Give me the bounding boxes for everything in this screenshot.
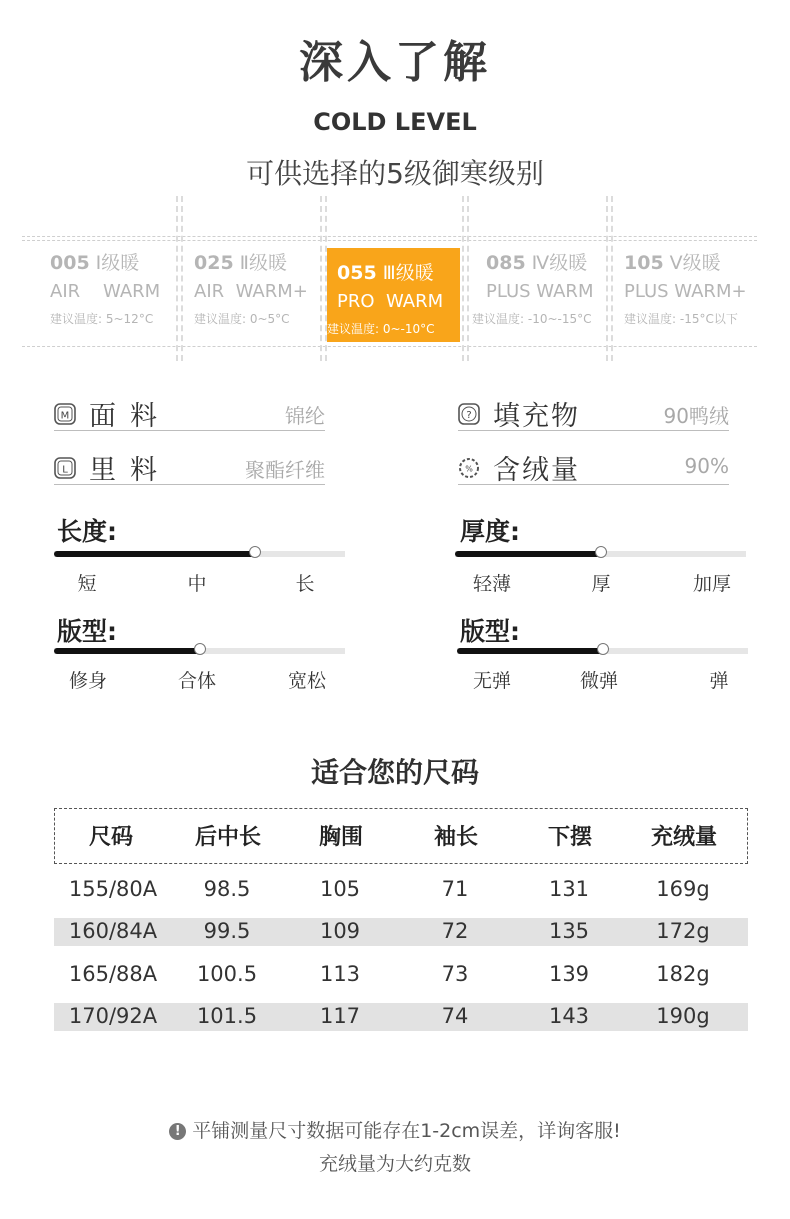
cell-down-weight: 190g bbox=[656, 1004, 710, 1028]
fit-slider[interactable] bbox=[54, 648, 345, 654]
level-code: 025 bbox=[194, 252, 234, 274]
down-content-label: 含绒量 bbox=[493, 455, 580, 486]
cell-size: 165/88A bbox=[68, 962, 158, 986]
note-line-1: 平铺测量尺寸数据可能存在1-2cm误差，详询客服! bbox=[192, 1120, 621, 1142]
level-code: 005 bbox=[50, 252, 90, 274]
fit-tick-regular: 合体 bbox=[177, 670, 217, 692]
level-card-085[interactable] bbox=[472, 248, 626, 340]
level-temp: 建议温度: 0~-10°C bbox=[327, 322, 435, 336]
cell-size: 155/80A bbox=[68, 877, 158, 901]
length-title: 长度: bbox=[57, 517, 117, 546]
header-size: 尺码 bbox=[88, 825, 134, 850]
stretch-tick-none: 无弹 bbox=[472, 670, 512, 692]
filling-label: 填充物 bbox=[493, 401, 580, 432]
level-name: AIR WARM bbox=[50, 281, 161, 302]
size-table-header bbox=[54, 808, 748, 864]
slider-fill bbox=[54, 551, 255, 557]
cell-down-weight: 169g bbox=[656, 877, 710, 901]
divider bbox=[467, 196, 469, 361]
length-tick-long: 长 bbox=[295, 573, 315, 595]
slider-knob[interactable] bbox=[249, 546, 261, 558]
header-sleeve: 袖长 bbox=[433, 825, 479, 850]
cell-back-length: 99.5 bbox=[203, 919, 251, 943]
length-tick-short: 短 bbox=[77, 573, 97, 595]
cell-sleeve: 73 bbox=[441, 962, 469, 986]
warmth-level-strip bbox=[0, 196, 790, 361]
cell-sleeve: 72 bbox=[441, 919, 469, 943]
level-grade: Ⅴ级暖 bbox=[669, 252, 721, 274]
percent-ring-icon bbox=[458, 457, 480, 479]
stretch-title: 版型: bbox=[460, 617, 520, 646]
lining-value: 聚酯纤维 bbox=[245, 458, 325, 482]
divider bbox=[22, 346, 757, 347]
lining-row bbox=[54, 452, 325, 485]
level-code: 105 bbox=[624, 252, 664, 274]
svg-text:M: M bbox=[60, 410, 70, 422]
thickness-slider[interactable] bbox=[455, 551, 746, 557]
header-back-length: 后中长 bbox=[194, 825, 262, 850]
slider-fill bbox=[54, 648, 200, 654]
level-code: 055 bbox=[337, 262, 377, 284]
divider bbox=[462, 196, 464, 361]
level-temp: 建议温度: -15°C以下 bbox=[624, 312, 738, 326]
note-line-2: 充绒量为大约克数 bbox=[318, 1153, 471, 1175]
down-content-value: 90% bbox=[684, 454, 729, 478]
cell-back-length: 101.5 bbox=[196, 1004, 258, 1028]
divider bbox=[22, 236, 757, 237]
svg-text:L: L bbox=[62, 464, 68, 476]
l-badge-icon bbox=[54, 457, 76, 479]
divider bbox=[22, 240, 757, 241]
fabric-row bbox=[54, 398, 325, 431]
table-row bbox=[54, 1003, 748, 1031]
stretch-slider[interactable] bbox=[457, 648, 748, 654]
level-card-055-selected[interactable] bbox=[327, 248, 460, 342]
question-badge-icon bbox=[458, 403, 480, 425]
thickness-tick-thin: 轻薄 bbox=[472, 573, 512, 595]
level-temp: 建议温度: 5~12°C bbox=[50, 312, 154, 326]
size-section-title: 适合您的尺码 bbox=[310, 756, 479, 789]
filling-row bbox=[458, 398, 729, 431]
level-name: PLUS WARM bbox=[486, 281, 594, 302]
level-name: PLUS WARM+ bbox=[624, 281, 747, 302]
header-chest: 胸围 bbox=[318, 825, 364, 850]
cell-sleeve: 74 bbox=[441, 1004, 469, 1028]
table-row bbox=[54, 918, 748, 946]
cell-sleeve: 71 bbox=[441, 877, 469, 901]
cell-hem: 139 bbox=[548, 962, 590, 986]
cell-size: 160/84A bbox=[68, 919, 158, 943]
cell-chest: 117 bbox=[319, 1004, 361, 1028]
cold-level-heading: COLD LEVEL bbox=[313, 108, 477, 136]
cell-back-length: 98.5 bbox=[203, 877, 251, 901]
fabric-value: 锦纶 bbox=[285, 404, 325, 428]
measurement-note bbox=[0, 1116, 790, 1143]
cell-down-weight: 182g bbox=[656, 962, 710, 986]
level-name: PRO WARM bbox=[337, 291, 444, 312]
filling-value: 90鸭绒 bbox=[663, 404, 729, 428]
lining-label: 里料 bbox=[89, 455, 171, 486]
cold-level-subheading: 可供选择的5级御寒级别 bbox=[246, 157, 544, 190]
slider-knob[interactable] bbox=[597, 643, 609, 655]
down-content-row bbox=[458, 452, 729, 485]
table-row bbox=[54, 876, 748, 904]
cell-back-length: 100.5 bbox=[196, 962, 258, 986]
slider-fill bbox=[457, 648, 603, 654]
header-hem: 下摆 bbox=[547, 825, 593, 850]
cell-chest: 113 bbox=[319, 962, 361, 986]
level-grade: Ⅲ级暖 bbox=[382, 262, 434, 284]
level-grade: Ⅳ级暖 bbox=[531, 252, 588, 274]
thickness-title: 厚度: bbox=[460, 517, 520, 546]
thickness-tick-thick: 厚 bbox=[591, 573, 611, 595]
level-grade: Ⅱ级暖 bbox=[239, 252, 288, 274]
cell-hem: 131 bbox=[548, 877, 590, 901]
length-tick-medium: 中 bbox=[187, 573, 207, 595]
level-grade: Ⅰ级暖 bbox=[95, 252, 140, 274]
cell-chest: 109 bbox=[319, 919, 361, 943]
stretch-tick-stretch: 弹 bbox=[709, 670, 729, 692]
level-code: 085 bbox=[486, 252, 526, 274]
svg-text:?: ? bbox=[466, 410, 472, 421]
level-temp: 建议温度: -10~-15°C bbox=[472, 312, 592, 326]
fabric-label: 面料 bbox=[89, 401, 171, 432]
cell-chest: 105 bbox=[319, 877, 361, 901]
cell-hem: 135 bbox=[548, 919, 590, 943]
length-slider[interactable] bbox=[54, 551, 345, 557]
slider-fill bbox=[455, 551, 601, 557]
warning-icon: ! bbox=[169, 1123, 186, 1140]
page-title: 深入了解 bbox=[299, 37, 491, 88]
svg-text:%: % bbox=[465, 464, 473, 474]
cell-hem: 143 bbox=[548, 1004, 590, 1028]
level-card-005[interactable] bbox=[50, 248, 198, 340]
table-row bbox=[54, 961, 748, 989]
stretch-tick-slight: 微弹 bbox=[579, 670, 619, 692]
thickness-tick-extra-thick: 加厚 bbox=[692, 573, 732, 595]
level-card-025[interactable] bbox=[194, 248, 342, 340]
m-badge-icon bbox=[54, 403, 76, 425]
level-card-105[interactable] bbox=[624, 248, 772, 340]
header-down-weight: 充绒量 bbox=[650, 825, 718, 850]
level-temp: 建议温度: 0~5°C bbox=[194, 312, 290, 326]
fit-tick-slim: 修身 bbox=[68, 670, 108, 692]
slider-knob[interactable] bbox=[194, 643, 206, 655]
level-name: AIR WARM+ bbox=[194, 281, 308, 302]
cell-down-weight: 172g bbox=[656, 919, 710, 943]
fit-tick-loose: 宽松 bbox=[287, 670, 327, 692]
fit-title: 版型: bbox=[57, 617, 117, 646]
slider-knob[interactable] bbox=[595, 546, 607, 558]
cell-size: 170/92A bbox=[68, 1004, 158, 1028]
